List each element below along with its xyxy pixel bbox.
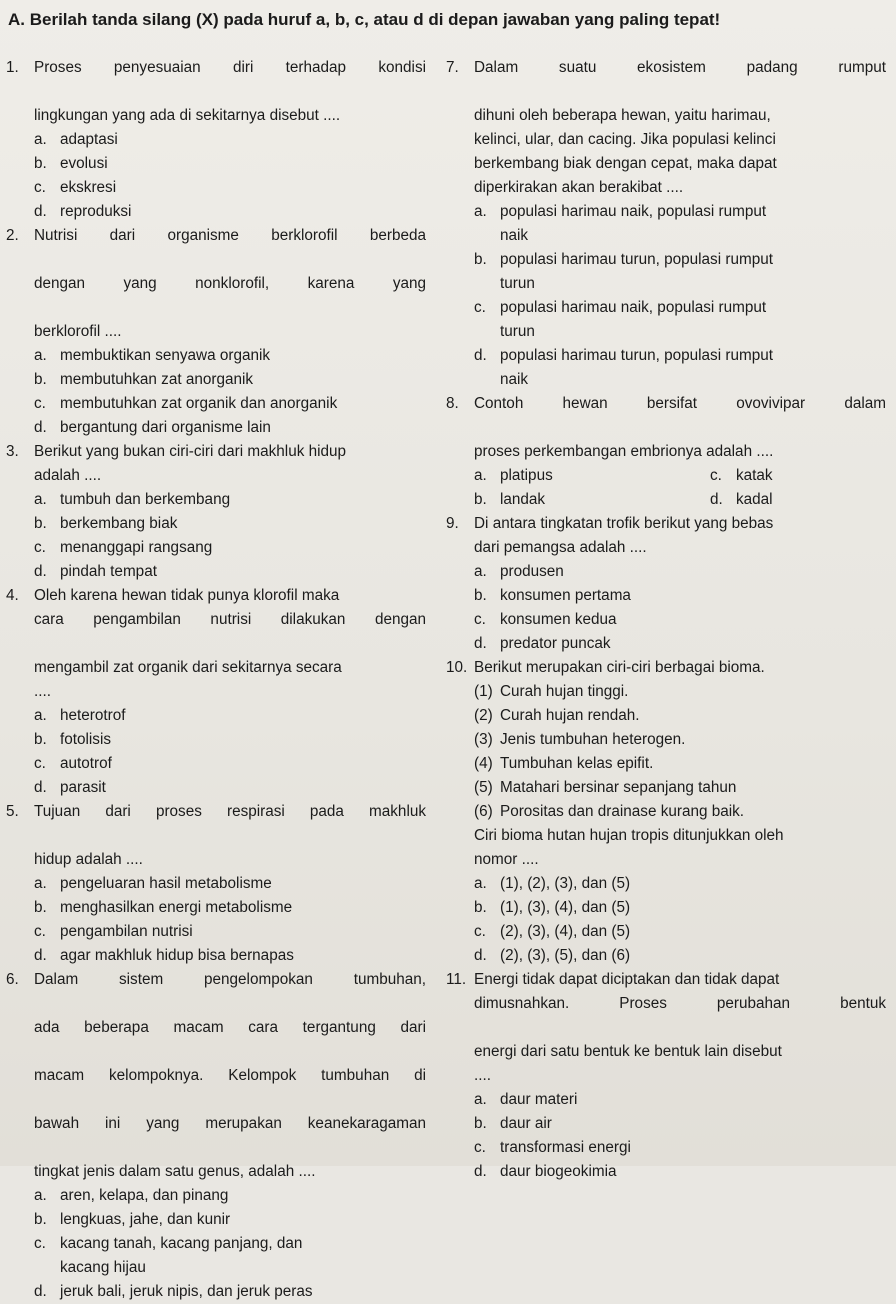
answer-option-c[interactable]: c. (2), (3), (4), dan (5) [474, 923, 631, 940]
question-stem-line: .... [474, 1067, 491, 1084]
answer-option-c[interactable]: c. menanggapi rangsang [34, 539, 213, 556]
answer-option-a[interactable]: a. pengeluaran hasil metabolisme [34, 875, 272, 892]
answer-option-d[interactable]: d. pindah tempat [34, 563, 157, 580]
question-stem-line: dihuni oleh beberapa hewan, yaitu harimau, [474, 107, 771, 124]
answer-option-d-continued: naik [500, 371, 529, 388]
question-stem-line: Oleh karena hewan tidak punya klorofil maka [34, 587, 340, 604]
answer-option-b[interactable]: b. daur air [474, 1115, 552, 1132]
answer-option-a[interactable]: a. produsen [474, 563, 564, 580]
question-11 [446, 968, 886, 1184]
answer-option-b[interactable]: b. fotolisis [34, 731, 112, 748]
question-stem-line: proses perkembangan embrionya adalah .... [474, 443, 774, 460]
answer-option-a[interactable]: a. tumbuh dan berkembang [34, 491, 231, 508]
question-6 [6, 968, 426, 1304]
question-2 [6, 224, 426, 440]
question-stem-line: dengan yang nonklorofil, karena yang [34, 275, 426, 292]
answer-option-b[interactable]: b. membutuhkan zat anorganik [34, 371, 254, 388]
question-stem-line: kelinci, ular, dan cacing. Jika populasi kelinci [474, 131, 776, 148]
question-stem-line: Proses penyesuaian diri terhadap kondisi [34, 59, 426, 76]
question-stem-line: mengambil zat organik dari sekitarnya secara [34, 659, 342, 676]
answer-option-a[interactable]: a. daur materi [474, 1091, 578, 1108]
answer-option-a[interactable]: a. populasi harimau naik, populasi rumput [474, 203, 767, 220]
answer-option-d[interactable]: d. populasi harimau turun, populasi rumput [474, 347, 773, 364]
answer-option-a[interactable]: a. aren, kelapa, dan pinang [34, 1187, 229, 1204]
question-stem-line: diperkirakan akan berakibat .... [474, 179, 684, 196]
question-stem-line: .... [34, 683, 51, 700]
question-stem-line: ada beberapa macam cara tergantung dari [34, 1019, 426, 1036]
answer-option-b[interactable]: b. (1), (3), (4), dan (5) [474, 899, 631, 916]
answer-option-b[interactable]: b. landak [474, 491, 546, 508]
question-stem-line: macam kelompoknya. Kelompok tumbuhan di [34, 1067, 426, 1084]
question-3 [6, 440, 426, 584]
answer-option-c-continued: kacang hijau [60, 1259, 146, 1276]
answer-option-a-continued: naik [500, 227, 529, 244]
question-stem-line: adalah .... [34, 467, 102, 484]
answer-option-a[interactable]: a. adaptasi [34, 131, 118, 148]
question-stem-line: Di antara tingkatan trofik berikut yang bebas [474, 515, 774, 532]
question-stem-line: cara pengambilan nutrisi dilakukan dengan [34, 611, 426, 628]
question-4 [6, 584, 426, 800]
answer-option-d[interactable]: d. jeruk bali, jeruk nipis, dan jeruk peras [34, 1283, 313, 1300]
answer-option-b[interactable]: b. evolusi [34, 155, 108, 172]
statement-item: (4) Tumbuhan kelas epifit. [474, 755, 654, 772]
question-5 [6, 800, 426, 968]
question-stem-line: dimusnahkan. Proses perubahan bentuk [474, 995, 886, 1012]
question-number: 10. [446, 659, 468, 676]
question-stem-line: berkembang biak dengan cepat, maka dapat [474, 155, 777, 172]
section-heading: A. Berilah tanda silang (X) pada huruf a, b, c, atau d di depan jawaban yang paling tepat! [8, 10, 721, 29]
answer-option-c[interactable]: c. populasi harimau naik, populasi rumput [474, 299, 767, 316]
answer-option-b[interactable]: b. konsumen pertama [474, 587, 631, 604]
answer-option-c[interactable]: c. ekskresi [34, 179, 117, 196]
statement-item: (1) Curah hujan tinggi. [474, 683, 629, 700]
question-stem-line: Ciri bioma hutan hujan tropis ditunjukkan oleh [474, 827, 784, 844]
question-stem-line: Nutrisi dari organisme berklorofil berbeda [34, 227, 426, 244]
answer-option-b[interactable]: b. populasi harimau turun, populasi rumput [474, 251, 773, 268]
question-8 [446, 392, 886, 512]
question-9 [446, 512, 886, 656]
question-10 [446, 656, 886, 968]
answer-option-c[interactable]: c. transformasi energi [474, 1139, 631, 1156]
answer-option-d[interactable]: d. daur biogeokimia [474, 1163, 617, 1180]
question-stem-line: energi dari satu bentuk ke bentuk lain disebut [474, 1043, 782, 1060]
question-stem-line: Dalam sistem pengelompokan tumbuhan, [34, 971, 426, 988]
answer-option-c[interactable]: c. membutuhkan zat organik dan anorganik [34, 395, 338, 412]
statement-item: (5) Matahari bersinar sepanjang tahun [474, 779, 737, 796]
answer-option-a[interactable]: a. (1), (2), (3), dan (5) [474, 875, 631, 892]
question-stem-line: dari pemangsa adalah .... [474, 539, 647, 556]
answer-option-c[interactable]: c. pengambilan nutrisi [34, 923, 193, 940]
answer-option-c-continued: turun [500, 323, 535, 340]
statement-item: (2) Curah hujan rendah. [474, 707, 640, 724]
answer-option-d[interactable]: d. reproduksi [34, 203, 132, 220]
question-stem-line: lingkungan yang ada di sekitarnya disebut .... [34, 107, 341, 124]
left-column [6, 56, 426, 1304]
answer-option-a[interactable]: a. platipus [474, 467, 553, 484]
answer-option-a[interactable]: a. membuktikan senyawa organik [34, 347, 271, 364]
question-number: 2. [6, 227, 19, 244]
question-number: 11. [446, 971, 467, 988]
answer-option-c[interactable]: c. kacang tanah, kacang panjang, dan [34, 1235, 303, 1252]
question-stem-line: bawah ini yang merupakan keanekaragaman [34, 1115, 426, 1132]
right-column [446, 56, 886, 1184]
question-number: 5. [6, 803, 19, 820]
question-stem-line: Tujuan dari proses respirasi pada makhluk [34, 803, 426, 820]
statement-item: (3) Jenis tumbuhan heterogen. [474, 731, 686, 748]
answer-option-b[interactable]: b. berkembang biak [34, 515, 178, 532]
question-stem-line: Contoh hewan bersifat ovovivipar dalam [474, 395, 886, 412]
question-stem-line: tingkat jenis dalam satu genus, adalah .... [34, 1163, 316, 1180]
answer-option-a[interactable]: a. heterotrof [34, 707, 126, 724]
answer-option-c[interactable]: c. konsumen kedua [474, 611, 617, 628]
question-1 [6, 56, 426, 224]
question-number: 6. [6, 971, 19, 988]
answer-option-d[interactable]: d. (2), (3), (5), dan (6) [474, 947, 631, 964]
answer-option-d[interactable]: d. parasit [34, 779, 106, 796]
answer-option-c[interactable]: c. autotrof [34, 755, 112, 772]
answer-option-b-continued: turun [500, 275, 535, 292]
question-number: 4. [6, 587, 19, 604]
statement-item: (6) Porositas dan drainase kurang baik. [474, 803, 745, 820]
question-stem-line: hidup adalah .... [34, 851, 143, 868]
question-stem-line: nomor .... [474, 851, 539, 868]
question-stem-line: berklorofil .... [34, 323, 122, 340]
question-7 [446, 56, 886, 392]
question-number: 9. [446, 515, 459, 532]
answer-option-d[interactable]: d. kadal [710, 491, 773, 508]
answer-option-b[interactable]: b. lengkuas, jahe, dan kunir [34, 1211, 231, 1228]
answer-option-d[interactable]: d. agar makhluk hidup bisa bernapas [34, 947, 294, 964]
question-stem-line: Dalam suatu ekosistem padang rumput [474, 59, 886, 76]
question-number: 3. [6, 443, 19, 460]
answer-option-b[interactable]: b. menghasilkan energi metabolisme [34, 899, 293, 916]
question-stem-continued [446, 824, 886, 872]
question-number: 8. [446, 395, 459, 412]
question-number: 7. [446, 59, 459, 76]
answer-option-c[interactable]: c. katak [710, 467, 773, 484]
answer-option-d[interactable]: d. bergantung dari organisme lain [34, 419, 271, 436]
question-number: 1. [6, 59, 19, 76]
answer-option-d[interactable]: d. predator puncak [474, 635, 611, 652]
question-stem-line: Berikut yang bukan ciri-ciri dari makhluk hidup [34, 443, 347, 460]
question-stem-line: Energi tidak dapat diciptakan dan tidak dapat [474, 971, 780, 988]
question-stem-line: Berikut merupakan ciri-ciri berbagai bioma. [474, 659, 765, 676]
